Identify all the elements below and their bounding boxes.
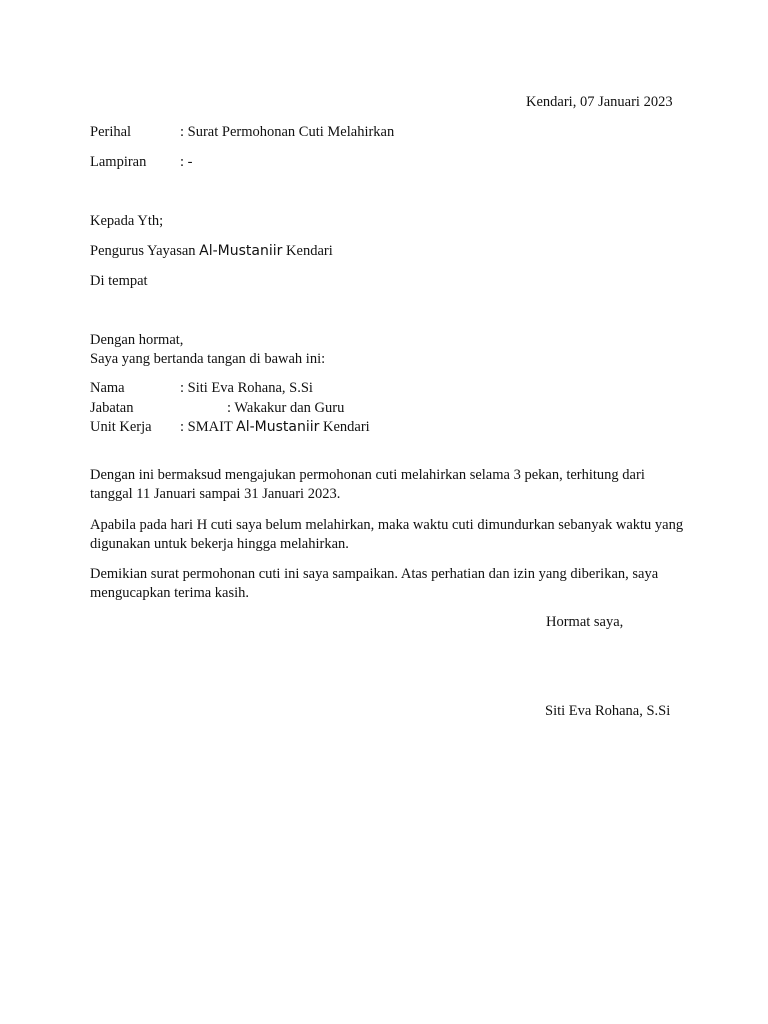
unit-school-name: Al-Mustaniir: [236, 419, 320, 435]
nama-label: Nama: [90, 380, 125, 396]
recipient-location: Di tempat: [90, 273, 148, 289]
unit-suffix: Kendari: [319, 419, 370, 435]
signatory-name: Siti Eva Rohana, S.Si: [545, 703, 671, 719]
body-paragraph-3: Demikian surat permohonan cuti ini saya sampaikan. Atas perhatian dan izin yang diberikan, saya mengucapkan terima kasih.: [90, 566, 659, 601]
letter-date: Kendari, 07 Januari 2023: [526, 94, 673, 110]
lampiran-label: Lampiran: [90, 154, 147, 170]
jabatan-label: Jabatan: [90, 400, 134, 416]
jabatan-value: : Wakakur dan Guru: [227, 400, 345, 416]
recipient-line: [90, 242, 333, 261]
unit-kerja-label: Unit Kerja: [90, 419, 152, 435]
body-paragraph-1: Dengan ini bermaksud mengajukan permohonan cuti melahirkan selama 3 pekan, terhitung dari tanggal 11 Januari sampai 31 Januari 2023.: [90, 467, 645, 502]
perihal-value: : Surat Permohonan Cuti Melahirkan: [180, 124, 395, 140]
recipient-suffix: Kendari: [282, 243, 333, 259]
unit-prefix: : SMAIT: [180, 419, 237, 435]
unit-kerja-value: [180, 418, 370, 437]
recipient-prefix: Pengurus Yayasan: [90, 243, 200, 259]
recipient-salutation: Kepada Yth;: [90, 213, 164, 229]
lampiran-value: : -: [180, 154, 193, 170]
recipient-foundation-name: Al-Mustaniir: [199, 243, 283, 259]
intro-line: Saya yang bertanda tangan di bawah ini:: [90, 351, 326, 367]
closing-text: Hormat saya,: [546, 614, 624, 630]
nama-value: : Siti Eva Rohana, S.Si: [180, 380, 313, 396]
body-paragraph-2: Apabila pada hari H cuti saya belum melahirkan, maka waktu cuti dimundurkan sebanyak waktu yang digunakan untuk bekerja hingga melahirkan.: [90, 517, 684, 552]
perihal-label: Perihal: [90, 124, 132, 140]
opening-greeting: Dengan hormat,: [90, 332, 184, 348]
